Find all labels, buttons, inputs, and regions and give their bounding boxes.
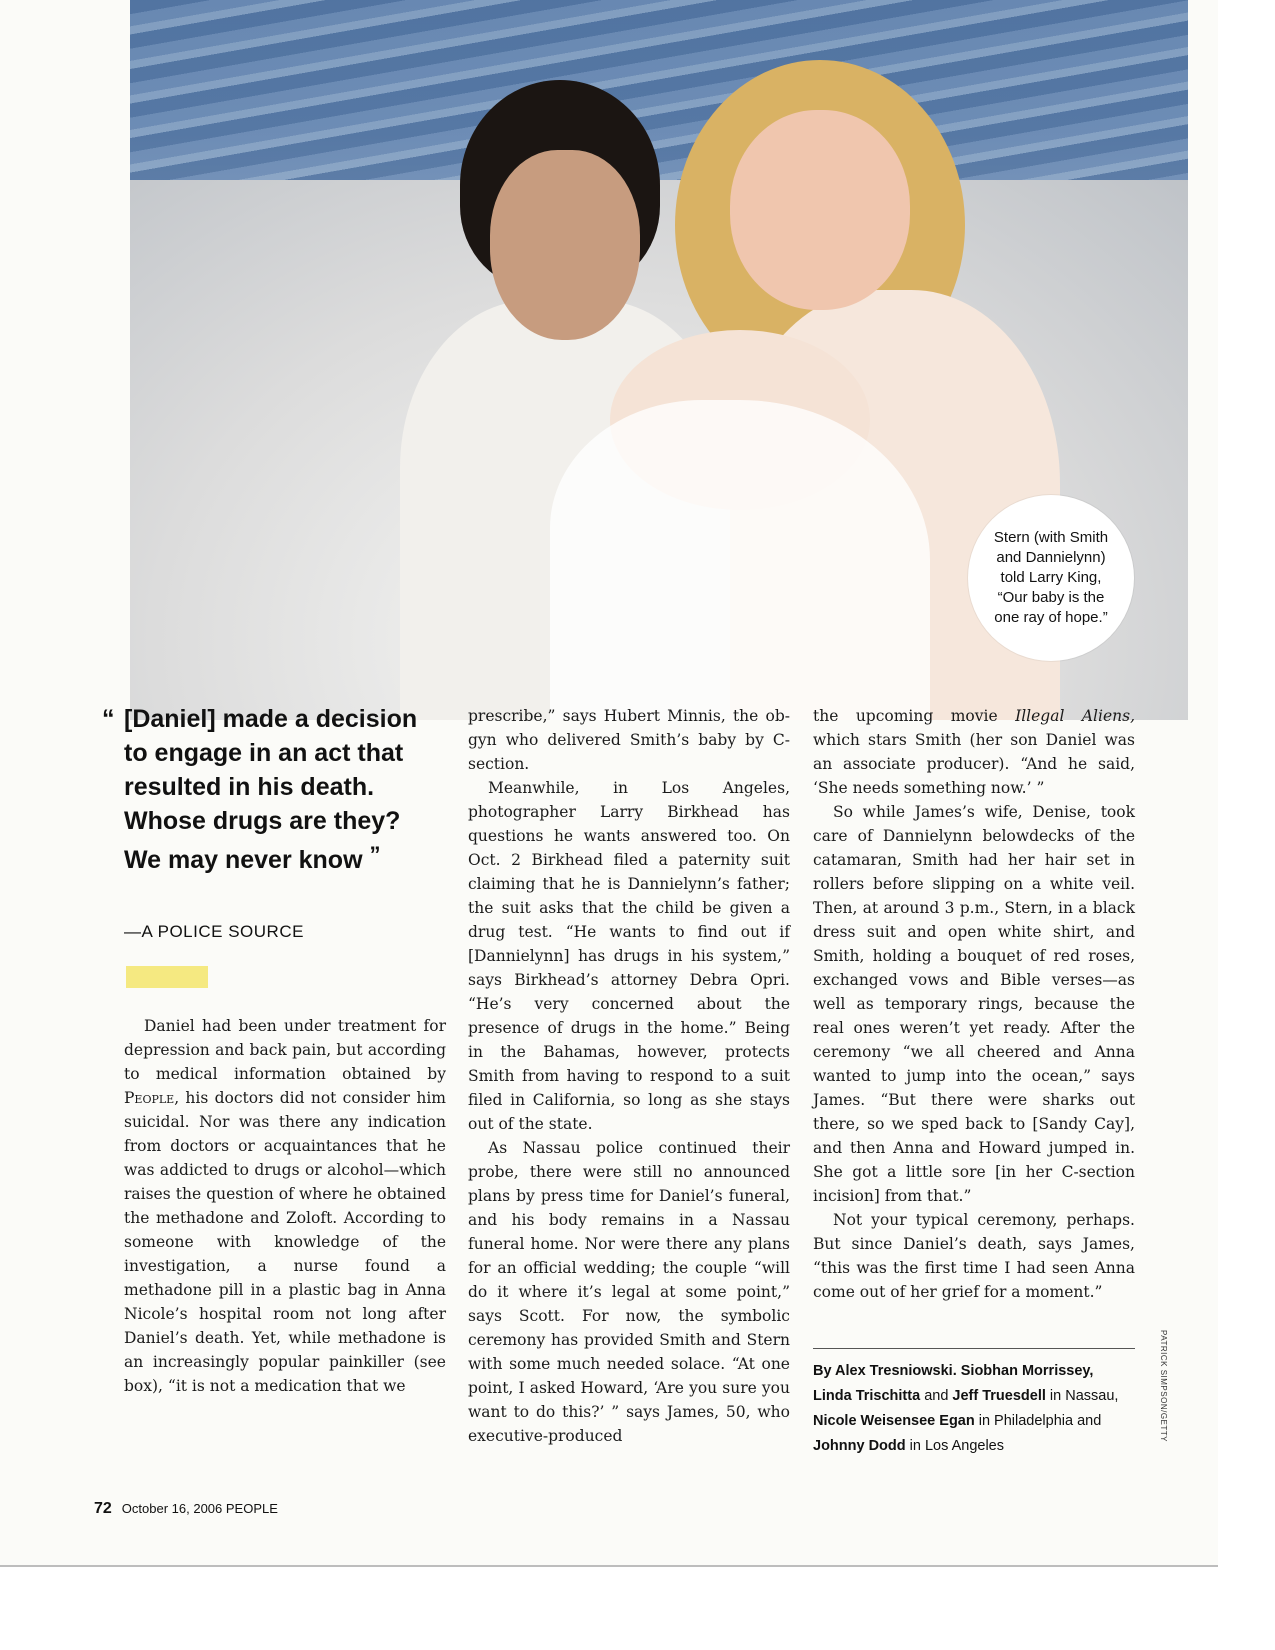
byline-connector: and xyxy=(920,1388,953,1404)
article-paragraph: Meanwhile, in Los Angeles, photographer Larry Birkhead has questions he wants answered too. On Oct. 2 Birkhead filed a paternity suit claiming that he is Dannielynn’s father; the suit asks that the child be given a drug test. “He wants to find out if [Dannielynn] has drugs in his system,” says Birkhead’s attorney Debra Opri. “He’s very concerned about the presence of drugs in the home.” Being in the Bahamas, however, protects Smith from having to respond to a suit filed in California, so long as she stays out of the state. xyxy=(468,779,790,1133)
article-paragraph: As Nassau police continued their probe, there were still no announced plans by press time for Daniel’s funeral, and his body remains in a Nassau funeral home. Nor were there any plans for an official wedding; the couple “will do it where it’s legal at some point,” says Scott. For now, the symbolic ceremony has provided Smith and Stern with some much needed solace. “At one point, I asked Howard, ‘Are you sure you want to do this?’ ” says James, 50, who executive-produced xyxy=(468,1139,790,1445)
article-paragraph xyxy=(813,704,1135,800)
photo-veil xyxy=(550,400,930,720)
photo-credit: PATRICK SIMPSON/GETTY xyxy=(1159,1330,1168,1442)
byline-author: Linda Trischitta xyxy=(813,1388,921,1404)
photo-man-face xyxy=(490,150,640,340)
byline-location: in Philadelphia and xyxy=(974,1413,1102,1429)
byline-author: Jeff Truesdell xyxy=(952,1388,1046,1404)
article-text: which stars Smith (her son Daniel was an associate producer). “And he said, ‘She needs something now.’ ” xyxy=(813,731,1135,797)
article-text: Daniel had been under treatment for depression and back pain, but according to medical information obtained by xyxy=(124,1017,446,1083)
pull-quote-source: —A POLICE SOURCE xyxy=(124,922,304,941)
article-paragraph: prescribe,” says Hubert Minnis, the ob-gyn who delivered Smith’s baby by C-section. xyxy=(468,707,790,773)
magazine-name: People xyxy=(124,1089,175,1107)
article-paragraph: So while James’s wife, Denise, took care of Dannielynn belowdecks of the catamaran, Smith had her hair set in rollers before slipping on a white veil. Then, at around 3 p.m., Stern, in a black dress suit and open white shirt, and Smith, holding a bouquet of red roses, exchanged vows and Bible verses—as well as temporary rings, because the real ones weren’t yet ready. After the ceremony “we all cheered and Anna wanted to jump into the ocean,” says James. “But there were sharks out there, so we sped back to [Sandy Cay], and then Anna and Howard jumped in. She got a little sore [in her C-section incision] from that.” xyxy=(813,803,1135,1205)
pull-quote-open-mark: “ xyxy=(102,705,115,733)
article-column-1 xyxy=(124,1014,446,1398)
article-column-2 xyxy=(468,704,790,1448)
byline-location: in Nassau, xyxy=(1045,1388,1119,1404)
byline-author: By Alex Tresniowski. Siobhan Morrissey, xyxy=(813,1363,1094,1379)
article-paragraph xyxy=(124,1014,446,1398)
byline-author: Nicole Weisensee Egan xyxy=(813,1413,975,1429)
photo-woman-face xyxy=(730,110,910,310)
byline-location: in Los Angeles xyxy=(905,1438,1004,1454)
pull-quote-close-mark: ” xyxy=(369,842,381,867)
byline-author: Johnny Dodd xyxy=(813,1438,906,1454)
article-paragraph: Not your typical ceremony, perhaps. But since Daniel’s death, says James, “this was the first time I had seen Anna come out of her grief for a moment.” xyxy=(813,1211,1135,1301)
photo-caption-bubble xyxy=(968,495,1134,661)
pull-quote xyxy=(102,702,444,877)
byline xyxy=(813,1348,1135,1459)
pull-quote-text: [Daniel] made a decision to engage in an act that resulted in his death. Whose drugs are they? We may never know xyxy=(124,705,418,874)
article-text: the upcoming movie xyxy=(813,707,1016,725)
page-number: 72 xyxy=(94,1500,112,1517)
article-column-3 xyxy=(813,704,1135,1304)
article-text: , his doctors did not consider him suicidal. Nor was there any indication from doctors or acquaintances that he was addicted to drugs or alcohol—which raises the question of where he obtained the methadone and Zoloft. According to someone with knowledge of the investigation, a nurse found a methadone pill in a plastic bag in Anna Nicole’s hospital room not long after Daniel’s death. Yet, while methadone is an increasingly popular painkiller (see box), “it is not a medication that we xyxy=(124,1089,446,1395)
highlighter-mark xyxy=(126,966,208,988)
photo-caption: Stern (with Smith and Dannielynn) told Larry King, “Our baby is the one ray of hope.” xyxy=(993,529,1109,626)
page-footer xyxy=(94,1500,278,1518)
issue-info: October 16, 2006 PEOPLE xyxy=(121,1501,278,1516)
movie-title: Illegal Aliens, xyxy=(1015,707,1136,725)
